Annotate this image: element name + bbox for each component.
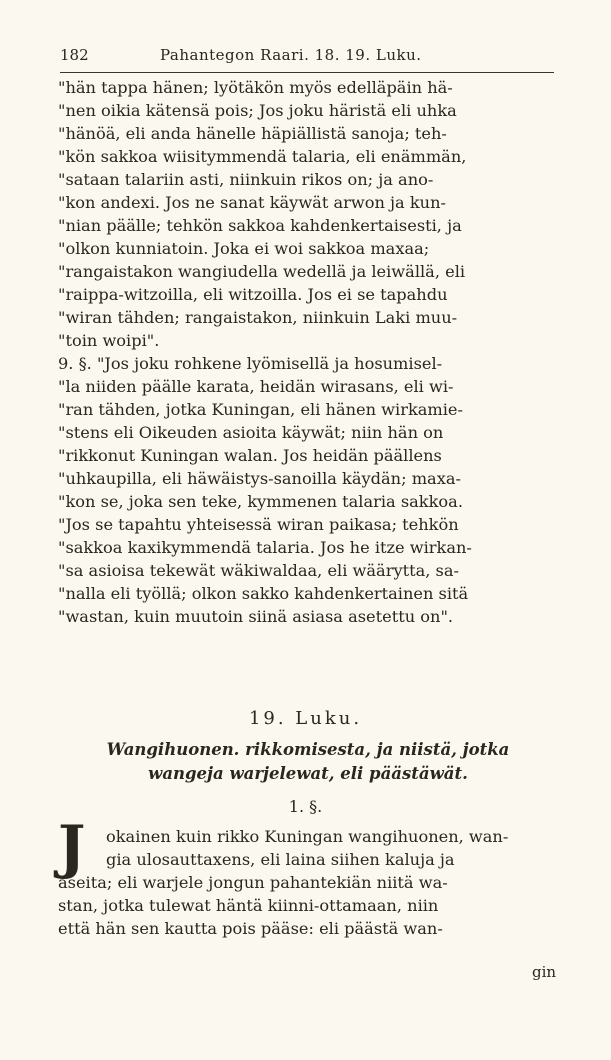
text-line: "hänöä, eli anda hänelle häpiällistä sanoja; teh- [58, 124, 447, 143]
text-line: "stens eli Oikeuden asioita käywät; niin hän on [58, 423, 444, 442]
text-line: "sakkoa kaxikymmendä talaria. Jos he itze wirkan- [58, 538, 472, 557]
text-line: "raippa-witzoilla, eli witzoilla. Jos ei se tapahdu [58, 285, 448, 304]
chapter-subtitle-line: Wangihuonen. rikkomisesta, ja niistä, jotka [106, 740, 510, 759]
catchword: gin [532, 963, 557, 981]
text-line: "uhkaupilla, eli häwäistys-sanoilla käydän; maxa- [58, 469, 461, 488]
text-line: "ran tähden, jotka Kuningan, eli hänen wirkamie- [58, 400, 463, 419]
text-line: "nen oikia kätensä pois; Jos joku häristä eli uhka [58, 101, 457, 120]
text-line: "sataan talariin asti, niinkuin rikos on; ja ano- [58, 170, 434, 189]
page-header [60, 46, 560, 74]
text-line: että hän sen kautta pois pääse: eli päästä wan- [58, 919, 443, 938]
chapter-subtitle-line: wangeja warjelewat, eli päästäwät. [148, 764, 468, 783]
text-line: "kon se, joka sen teke, kymmenen talaria sakkoa. [58, 492, 463, 511]
text-line: "sa asioisa tekewät wäkiwaldaa, eli wäärytta, sa- [58, 561, 459, 580]
text-line: "wastan, kuin muutoin siinä asiasa asetettu on". [58, 607, 454, 626]
paragraph-mark: 1. §. [288, 797, 323, 816]
text-line: "olkon kunniatoin. Joka ei woi sakkoa maxaa; [58, 239, 430, 258]
text-line: 9. §. "Jos joku rohkene lyömisellä ja hosumisel- [58, 354, 443, 373]
text-line: "rangaistakon wangiudella wedellä ja leiwällä, eli [58, 262, 466, 281]
text-line: "kön sakkoa wiisitymmendä talaria, eli enämmän, [58, 147, 467, 166]
text-line: "nalla eli työllä; olkon sakko kahdenkertainen sitä [58, 584, 469, 603]
drop-capital: J [58, 813, 86, 881]
text-line: gia ulosauttaxens, eli laina siihen kaluja ja [106, 850, 455, 869]
text-line: "wiran tähden; rangaistakon, niinkuin Laki muu- [58, 308, 458, 327]
text-line: "kon andexi. Jos ne sanat käywät arwon ja kun- [58, 193, 446, 212]
running-title: Pahantegon Raari. 18. 19. Luku. [160, 46, 422, 64]
text-line: "rikkonut Kuningan walan. Jos heidän päällens [58, 446, 442, 465]
text-line: okainen kuin rikko Kuningan wangihuonen, wan- [106, 827, 509, 846]
text-line: stan, jotka tulewat häntä kiinni-ottamaan, niin [58, 896, 439, 915]
text-line: aseita; eli warjele jongun pahantekiän niitä wa- [58, 873, 448, 892]
text-line: "Jos se tapahtu yhteisessä wiran paikasa; tehkön [58, 515, 459, 534]
text-line: "hän tappa hänen; lyötäkön myös edelläpäin hä- [58, 78, 453, 97]
header-rule [60, 72, 554, 73]
text-line: "toin woipi". [58, 331, 160, 350]
text-line: "nian päälle; tehkön sakkoa kahdenkertaisesti, ja [58, 216, 462, 235]
text-line: "la niiden päälle karata, heidän wirasans, eli wi- [58, 377, 454, 396]
section-18-text [58, 76, 558, 628]
section-19-text [58, 825, 558, 940]
page-number: 182 [60, 46, 89, 64]
chapter-title: 19. Luku. [248, 708, 363, 729]
